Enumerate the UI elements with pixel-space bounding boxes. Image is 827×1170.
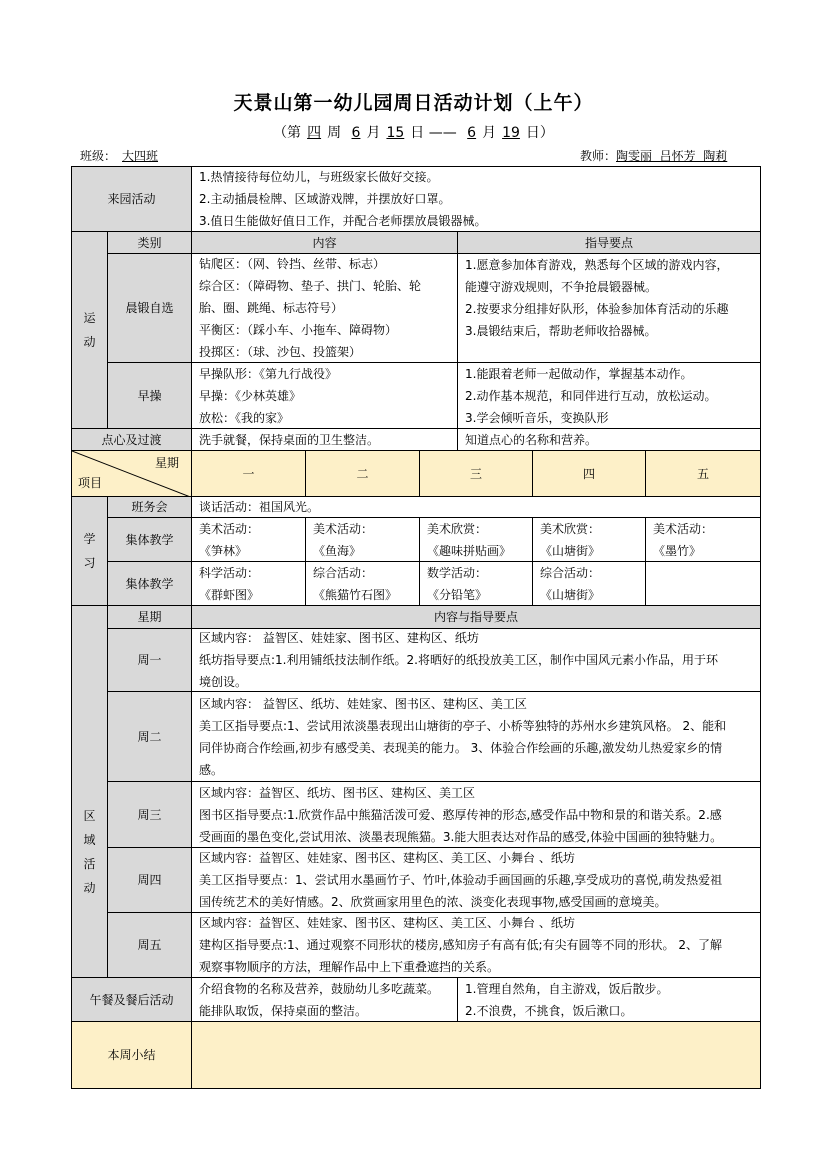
lunch-guide xyxy=(457,977,761,1022)
weekday-item-header xyxy=(71,450,192,497)
snack-label: 点心及过渡 xyxy=(71,428,192,451)
lesson-cell xyxy=(305,517,420,562)
day-header: 一 xyxy=(191,450,306,497)
text: 动 xyxy=(83,880,96,895)
start-day: 15 xyxy=(386,125,405,141)
lesson-title: 《群虾图》 xyxy=(199,587,260,602)
end-month: 6 xyxy=(467,125,477,141)
text: 活 xyxy=(83,856,96,871)
text: 域 xyxy=(83,832,96,847)
text-line: 3.学会倾听音乐，变换队形 xyxy=(465,410,609,425)
text-line: 胎、圈、跳绳、标志符号） xyxy=(199,301,344,315)
teacher-value: 陶雯丽 吕怀芳 陶莉 xyxy=(616,149,728,163)
text-line: 区域内容：益智区、娃娃家、图书区、建构区、美工区、小舞台 、纸坊 xyxy=(199,916,575,930)
lesson-cell xyxy=(532,561,646,606)
lesson-cell xyxy=(532,517,646,562)
area-day-label: 周四 xyxy=(107,847,192,913)
class-meeting-label: 班务会 xyxy=(107,496,192,518)
text: 日） xyxy=(525,125,554,141)
lesson-title: 《山塘街》 xyxy=(540,543,601,558)
drill-content xyxy=(191,362,458,429)
lesson-cell xyxy=(419,517,533,562)
text-line: 放松：《我的家》 xyxy=(199,410,290,425)
text-line: 国传统艺术的美好情感。2、欣赏画家用里色的浓、淡变化表现事物,感受国画的意境美。 xyxy=(199,895,667,909)
area-day-label: 周五 xyxy=(107,912,192,978)
lesson-title: 《熊猫竹石图》 xyxy=(313,587,398,602)
text-line: 能排队取饭，保持桌面的整洁。 xyxy=(199,1003,368,1018)
text-line: 境创设。 xyxy=(199,675,248,689)
lesson-title: 《笋林》 xyxy=(199,543,248,558)
group-teaching-label: 集体教学 xyxy=(107,561,192,606)
day-header: 二 xyxy=(305,450,420,497)
lesson-type: 美术欣赏： xyxy=(540,521,601,536)
text-line: 钻爬区：（网、铃挡、丝带、标志） xyxy=(199,257,386,271)
morning-exercise-label: 晨锻自选 xyxy=(107,253,192,363)
day-header: 四 xyxy=(532,450,646,497)
class-meeting-content: 谈话活动：祖国风光。 xyxy=(191,496,761,518)
text-line: 建构区指导要点:1、通过观察不同形状的楼房,感知房子有高有低;有尖有圆等不同的形状。 2、了解 xyxy=(199,938,722,952)
text-line: 介绍食物的名称及营养，鼓励幼儿多吃蔬菜。 xyxy=(199,981,440,996)
text: 月 xyxy=(366,125,381,141)
item-header: 项目 xyxy=(78,476,103,490)
text: （第 xyxy=(273,125,302,141)
area-day-label: 周二 xyxy=(107,691,192,782)
lesson-type: 美术活动： xyxy=(199,521,260,536)
col-guide: 指导要点 xyxy=(457,231,761,254)
area-activity-label xyxy=(71,605,108,978)
area-day-content xyxy=(191,628,761,692)
lesson-type: 综合活动： xyxy=(313,565,374,580)
text-line: 纸坊指导要点:1.利用铺纸技法制作纸。2.将晒好的纸投放美工区，制作中国风元素小作品，用于环 xyxy=(199,653,718,667)
snack-content: 洗手就餐，保持桌面的卫生整洁。 xyxy=(191,428,458,451)
text-line: 2.动作基本规范，和同伴进行互动，放松运动。 xyxy=(465,388,717,403)
date-range xyxy=(0,122,827,142)
page-title: 天景山第一幼儿园周日活动计划（上午） xyxy=(233,92,594,114)
lesson-type: 数学活动： xyxy=(427,565,488,580)
lesson-type: 科学活动： xyxy=(199,565,260,580)
text: 区 xyxy=(83,808,96,823)
lesson-title: 《趣味拼贴画》 xyxy=(427,543,512,558)
lesson-cell xyxy=(419,561,533,606)
lesson-type: 美术活动： xyxy=(313,521,374,536)
text: 学 xyxy=(83,532,96,546)
col-content: 内容 xyxy=(191,231,458,254)
area-day-content xyxy=(191,847,761,913)
lesson-cell-empty xyxy=(645,561,761,606)
drill-guide xyxy=(457,362,761,429)
teacher-info xyxy=(580,147,731,164)
exercise-label xyxy=(71,231,108,429)
text-line: 区域内容： 益智区、纸坊、娃娃家、图书区、建构区、美工区 xyxy=(199,696,527,711)
text: 周 xyxy=(327,125,342,141)
text-line: 能遵守游戏规则，不争抢晨锻器械。 xyxy=(465,280,658,294)
text-line: 投掷区：（球、沙包、投篮架） xyxy=(199,345,362,359)
day-header: 五 xyxy=(645,450,761,497)
text-line: 同伴协商合作绘画,初步有感受美、表现美的能力。 3、体验合作绘画的乐趣,激发幼儿热爱家乡的情 xyxy=(199,740,723,755)
col-content-guide: 内容与指导要点 xyxy=(191,605,761,629)
lesson-cell xyxy=(191,561,306,606)
text-line: 2.按要求分组排好队形，体验参加体育活动的乐趣 xyxy=(465,302,729,316)
text-line: 1.能跟着老师一起做动作，掌握基本动作。 xyxy=(465,366,693,381)
drill-label: 早操 xyxy=(107,362,192,429)
morning-exercise-guide xyxy=(457,253,761,363)
class-label: 班级： xyxy=(80,149,117,163)
day-header: 三 xyxy=(419,450,533,497)
area-day-content xyxy=(191,781,761,848)
lunch-content xyxy=(191,977,458,1022)
lesson-type: 美术活动： xyxy=(653,521,714,536)
text: 日 —— xyxy=(410,125,457,141)
text-line: 区域内容：益智区、纸坊、图书区、建构区、美工区 xyxy=(199,785,476,800)
text-line: 早操队形：《第九行战役》 xyxy=(199,366,338,381)
arrival-label: 来园活动 xyxy=(71,166,192,232)
weekly-summary-field[interactable] xyxy=(191,1021,761,1089)
lesson-cell xyxy=(305,561,420,606)
text: 月 xyxy=(482,125,497,141)
text-line: 1.愿意参加体育游戏，熟悉每个区域的游戏内容， xyxy=(465,258,729,272)
lunch-label: 午餐及餐后活动 xyxy=(71,977,192,1022)
teacher-label: 教师： xyxy=(580,149,617,163)
lesson-cell xyxy=(191,517,306,562)
week-number: 四 xyxy=(307,125,322,141)
text-line: 感。 xyxy=(199,762,224,777)
text-line: 美工区指导要点：1、尝试用水墨画竹子、竹叶,体验动手画国画的乐趣,享受成功的喜悦,萌发热爱祖 xyxy=(199,873,723,887)
area-day-content xyxy=(191,691,761,782)
text: 习 xyxy=(83,556,96,570)
text-line: 观察事物顺序的方法，理解作品中上下重叠遮挡的关系。 xyxy=(199,960,500,974)
group-teaching-label: 集体教学 xyxy=(107,517,192,562)
lesson-title: 《鱼海》 xyxy=(313,543,362,558)
text-line: 受画面的墨色变化,尝试用浓、淡墨表现熊猫。3.能大胆表达对作品的感受,体验中国画的独特魅力。 xyxy=(199,829,723,844)
weekly-summary-label: 本周小结 xyxy=(71,1021,192,1089)
class-info xyxy=(80,147,198,164)
text-line: 3.值日生能做好值日工作，并配合老师摆放晨锻器械。 xyxy=(199,214,487,228)
text: 动 xyxy=(83,335,96,349)
text-line: 区域内容： 益智区、娃娃家、图书区、建构区、纸坊 xyxy=(199,631,479,645)
text-line: 早操：《少林英雄》 xyxy=(199,388,302,403)
text-line: 图书区指导要点:1.欣赏作品中熊猫活泼可爱、憨厚传神的形态,感受作品中物和景的和谐关系。2.感 xyxy=(199,807,722,822)
area-day-content xyxy=(191,912,761,978)
text-line: 2.不浪费，不挑食，饭后漱口。 xyxy=(465,1003,633,1018)
lesson-title: 《墨竹》 xyxy=(653,543,702,558)
weekday-header: 星期 xyxy=(154,456,179,470)
start-month: 6 xyxy=(351,125,361,141)
text-line: 综合区：（障碍物、垫子、拱门、轮胎、轮 xyxy=(199,279,422,293)
text-line: 平衡区：（踩小车、小拖车、障碍物） xyxy=(199,323,398,337)
text: 运 xyxy=(83,311,96,325)
area-day-label: 周三 xyxy=(107,781,192,848)
arrival-content xyxy=(191,166,761,232)
text-line: 美工区指导要点:1、尝试用浓淡墨表现出山塘街的亭子、小桥等独特的苏州水乡建筑风格。 2、能和 xyxy=(199,718,727,733)
morning-exercise-content xyxy=(191,253,458,363)
text-line: 3.晨锻结束后，帮助老师收拾器械。 xyxy=(465,324,657,338)
text-line: 1.管理自然角，自主游戏，饭后散步。 xyxy=(465,981,669,996)
lesson-type: 美术欣赏： xyxy=(427,521,488,536)
end-day: 19 xyxy=(502,125,520,141)
text-line: 区域内容：益智区、娃娃家、图书区、建构区、美工区、小舞台 、纸坊 xyxy=(199,851,575,865)
area-day-label: 周一 xyxy=(107,628,192,692)
lesson-cell xyxy=(645,517,761,562)
col-category: 类别 xyxy=(107,231,192,254)
col-day: 星期 xyxy=(107,605,192,629)
text-line: 2.主动插晨检牌、区域游戏牌，并摆放好口罩。 xyxy=(199,192,451,206)
lesson-title: 《山塘街》 xyxy=(540,587,601,602)
snack-guide: 知道点心的名称和营养。 xyxy=(457,428,761,451)
study-label xyxy=(71,496,108,606)
lesson-title: 《分铅笔》 xyxy=(427,587,488,602)
lesson-type: 综合活动： xyxy=(540,565,601,580)
class-value: 大四班 xyxy=(122,149,159,163)
text-line: 1.热情接待每位幼儿，与班级家长做好交接。 xyxy=(199,170,439,184)
